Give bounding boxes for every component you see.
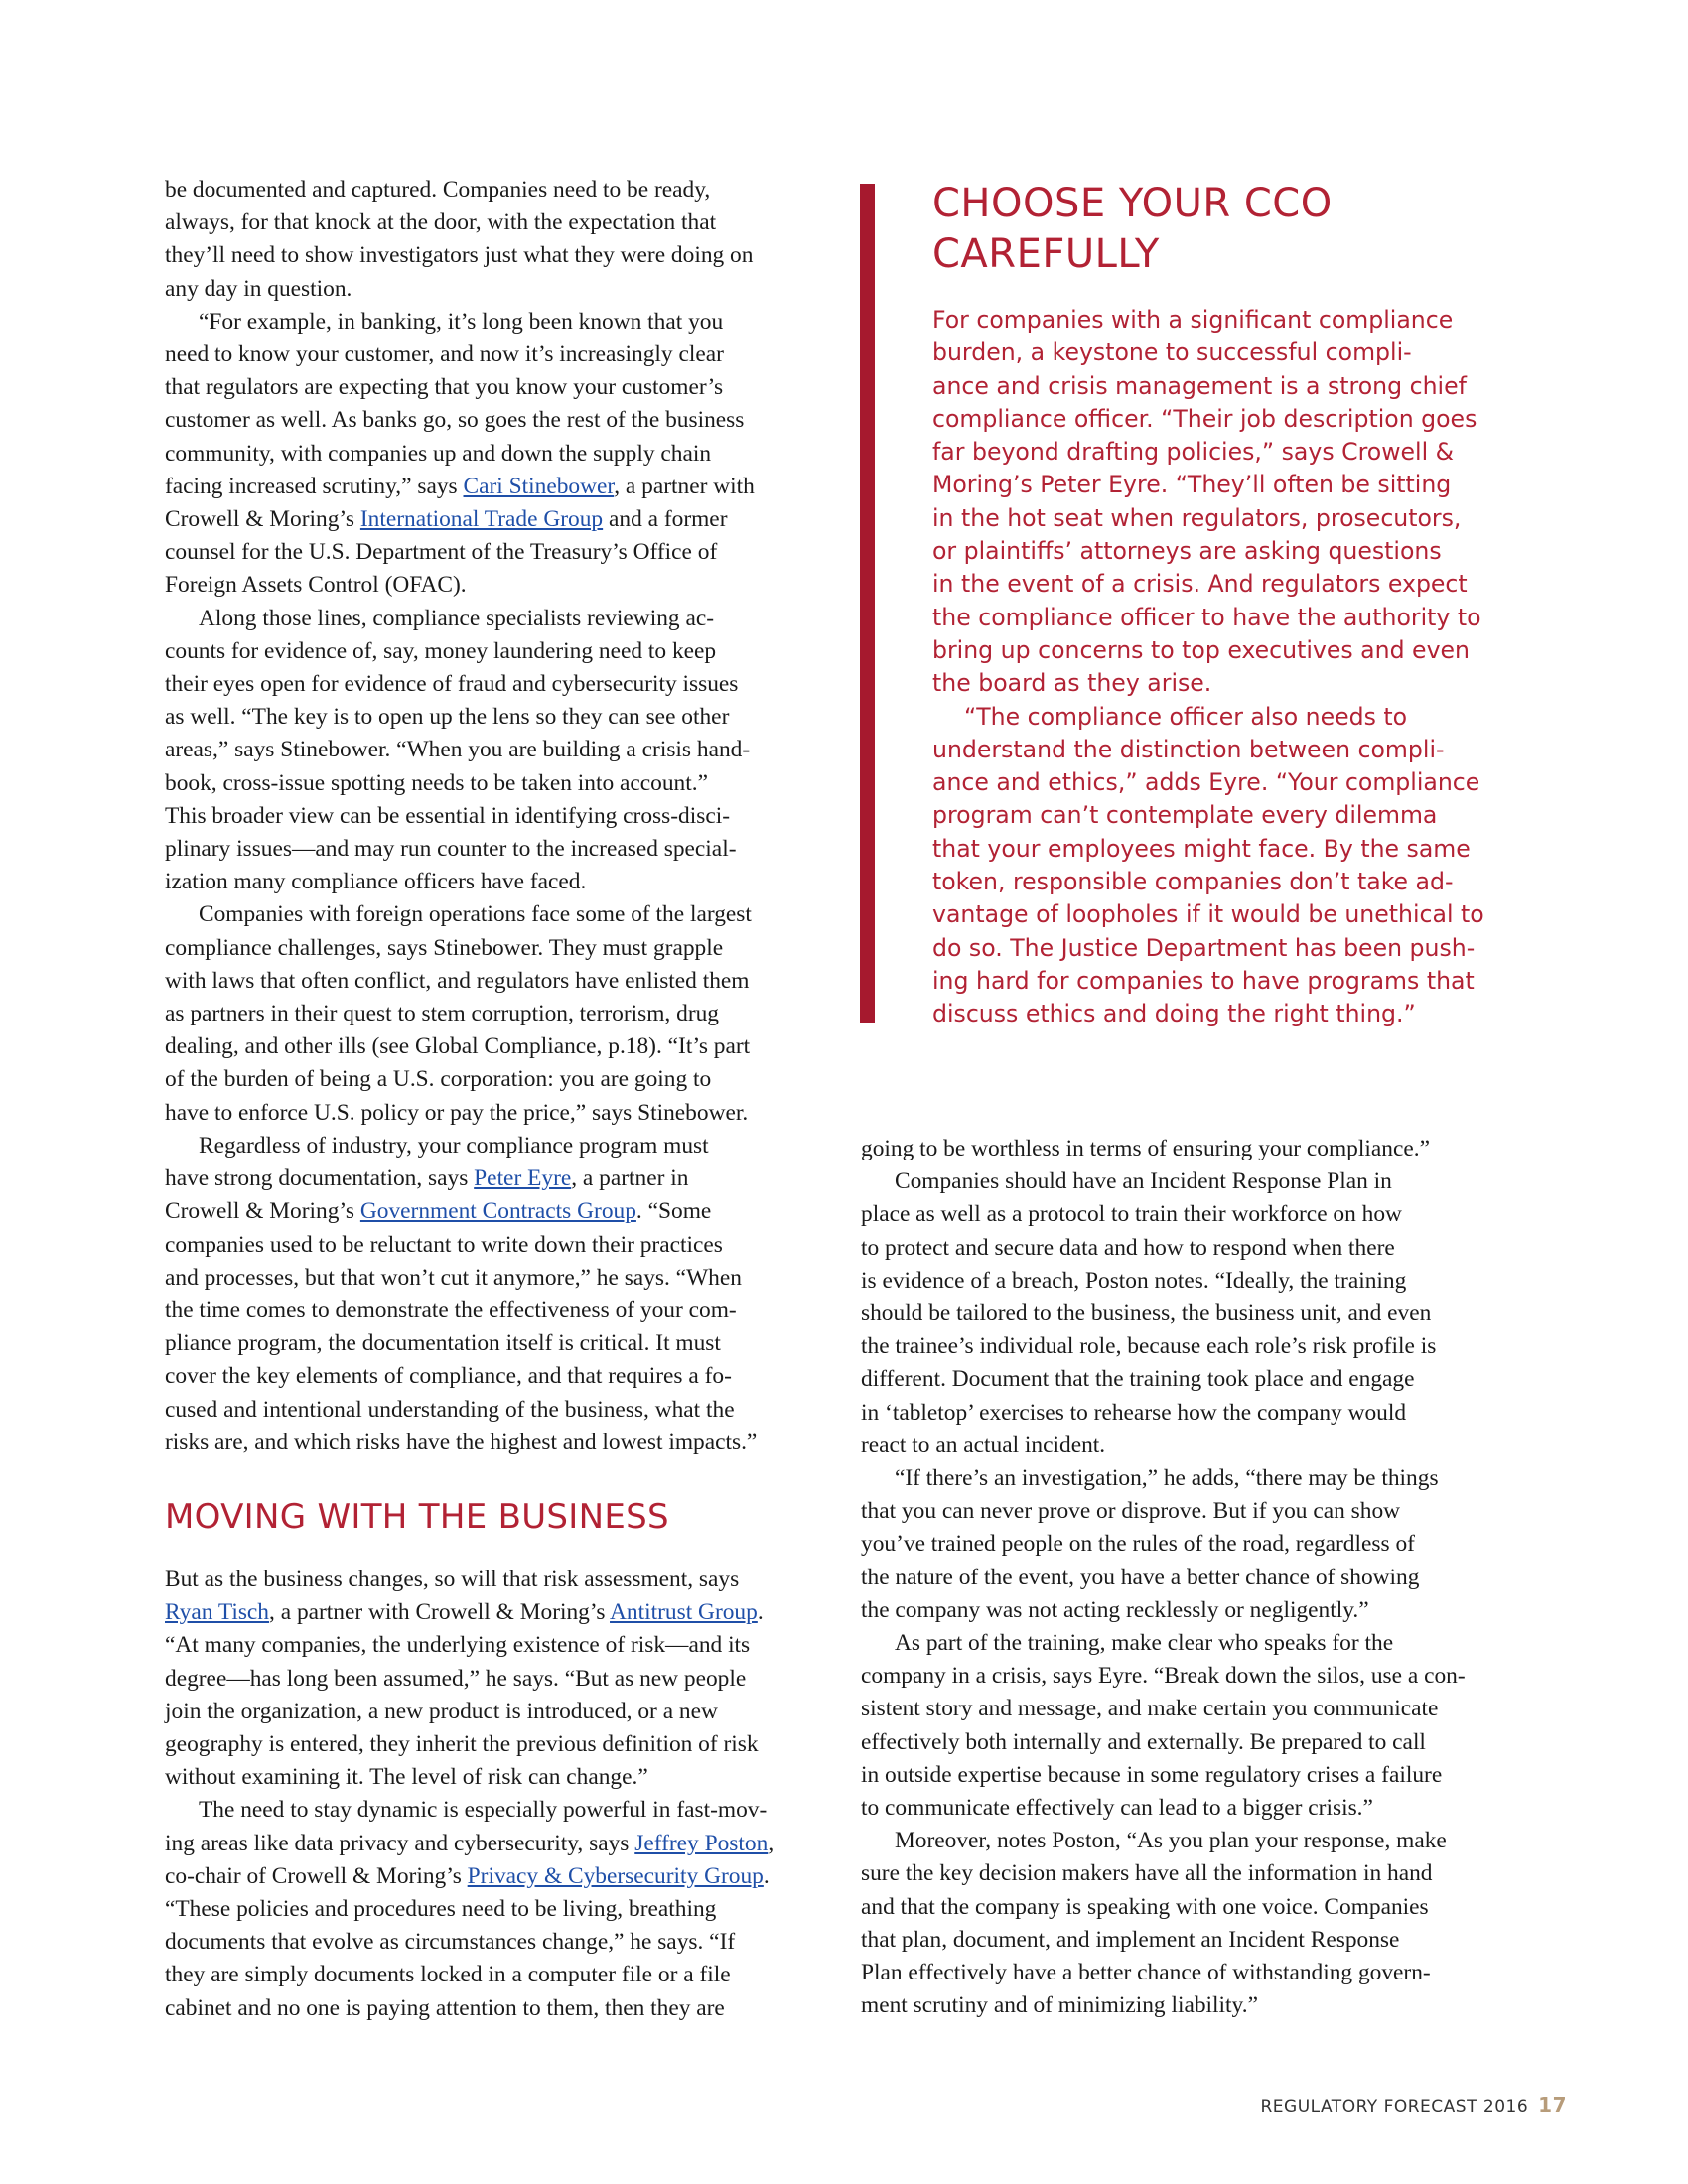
link-peter-eyre[interactable]: Peter Eyre [474, 1165, 572, 1192]
text-span: have strong documentation, says [165, 1165, 475, 1192]
text-line: Moreover, notes Poston, “As you plan your response, make [895, 1828, 1447, 1854]
text-line: effectively both internally and externally. Be prepared to call [861, 1728, 1426, 1755]
text-line: ance and ethics,” adds Eyre. “Your compliance [932, 768, 1480, 797]
text-line: discuss ethics and doing the right thing.” [932, 1000, 1416, 1028]
text-line: token, responsible companies don’t take ad- [932, 868, 1454, 896]
text-line: book, cross-issue spotting needs to be taken into account.” [165, 769, 708, 796]
text-line: going to be worthless in terms of ensuring your compliance.” [861, 1136, 1430, 1161]
text-span: facing increased scrutiny,” says [165, 473, 464, 499]
link-antitrust-group[interactable]: Antitrust Group [610, 1599, 758, 1626]
text-span: Crowell & Moring’s [165, 506, 360, 533]
text-line: community, with companies up and down the supply chain [165, 440, 712, 467]
text-line: Plan effectively have a better chance of withstanding govern- [861, 1960, 1431, 1986]
text-line [165, 1162, 830, 1195]
text-line: without examining it. The level of risk can change.” [165, 1764, 648, 1791]
text-line: that plan, document, and implement an Incident Response [861, 1926, 1400, 1953]
link-cari-stinebower[interactable]: Cari Stinebower [463, 473, 615, 499]
text-line: should be tailored to the business, the business unit, and even [861, 1300, 1432, 1327]
text-line: program can’t contemplate every dilemma [932, 801, 1438, 830]
text-line: “For example, in banking, it’s long been known that you [199, 308, 724, 335]
text-line: dealing, and other ills (see Global Compliance, p.18). “It’s part [165, 1033, 751, 1060]
sidebar-heading [932, 179, 1333, 280]
link-privacy-cybersecurity-group[interactable]: Privacy & Cybersecurity Group [467, 1862, 764, 1889]
text-line: their eyes open for evidence of fraud and cybersecurity issues [165, 671, 739, 698]
section-heading: MOVING WITH THE BUSINESS [165, 1497, 669, 1537]
text-line: place as well as a protocol to train their workforce on how [861, 1201, 1402, 1228]
paragraph [165, 306, 830, 603]
text-line: burden, a keystone to successful compli- [932, 339, 1412, 367]
text-span: , a partner with Crowell & Moring’s [269, 1599, 611, 1626]
page-number: 17 [1538, 2093, 1567, 2116]
text-line: react to an actual incident. [861, 1432, 1106, 1458]
text-line: cover the key elements of compliance, and that requires a fo- [165, 1363, 732, 1390]
text-line: “These policies and procedures need to be living, breathing [165, 1896, 717, 1923]
page-footer [1260, 2093, 1567, 2118]
text-line: areas,” says Stinebower. “When you are building a crisis hand- [165, 737, 751, 763]
text-line: documents that evolve as circumstances change,” he says. “If [165, 1929, 736, 1956]
text-line: the company was not acting recklessly or negligently.” [861, 1596, 1369, 1623]
text-line: the trainee’s individual role, because each role’s risk profile is [861, 1333, 1437, 1360]
text-span: co-chair of Crowell & Moring’s [165, 1862, 468, 1889]
text-line: or plaintiffs’ attorneys are asking questions [932, 537, 1442, 566]
text-line: Along those lines, compliance specialists reviewing ac- [199, 605, 714, 631]
text-span: Crowell & Moring’s [165, 1198, 360, 1225]
paragraph [165, 174, 830, 306]
text-line: they are simply documents locked in a computer file or a file [165, 1962, 731, 1988]
text-line: “If there’s an investigation,” he adds, “there may be things [895, 1465, 1439, 1492]
text-line: For companies with a significant compliance [932, 306, 1454, 334]
text-line: customer as well. As banks go, so goes the rest of the business [165, 407, 745, 434]
text-line: of the burden of being a U.S. corporation: you are going to [165, 1066, 712, 1093]
link-ryan-tisch[interactable]: Ryan Tisch [165, 1599, 270, 1626]
text-line: as partners in their quest to stem corruption, terrorism, drug [165, 1001, 719, 1027]
text-line: as well. “The key is to open up the lens so they can see other [165, 704, 730, 731]
text-line: ment scrutiny and of minimizing liability.” [861, 1992, 1258, 2019]
text-span: , a partner in [571, 1165, 689, 1192]
sidebar-heading-line: CAREFULLY [932, 231, 1160, 277]
text-line: be documented and captured. Companies need to be ready, [165, 177, 711, 203]
sidebar-paragraph [932, 701, 1484, 1031]
text-line: with laws that often conflict, and regulators have enlisted them [165, 967, 750, 994]
text-line: to communicate effectively can lead to a bigger crisis.” [861, 1795, 1373, 1822]
text-line: But as the business changes, so will that risk assessment, says [165, 1567, 740, 1592]
text-line: Regardless of industry, your compliance program must [199, 1132, 709, 1159]
text-line: they’ll need to show investigators just what they were doing on [165, 242, 754, 269]
text-line: and that the company is speaking with one voice. Companies [861, 1893, 1429, 1920]
paragraph [165, 603, 830, 899]
text-span: ing areas like data privacy and cybersecurity, says [165, 1830, 635, 1856]
sidebar-accent-bar [860, 184, 875, 1023]
text-line: “At many companies, the underlying existence of risk—and its [165, 1632, 751, 1659]
text-line: cused and intentional understanding of the business, what the [165, 1396, 735, 1423]
text-line: counts for evidence of, say, money laundering need to keep [165, 637, 717, 664]
link-international-trade-group[interactable]: International Trade Group [359, 506, 604, 533]
text-line: “The compliance officer also needs to [964, 702, 1408, 731]
text-line: in the event of a crisis. And regulators expect [932, 570, 1468, 599]
sidebar-heading-line: CHOOSE YOUR CCO [932, 181, 1333, 226]
text-line: is evidence of a breach, Poston notes. “Ideally, the training [861, 1267, 1407, 1294]
text-span: , [768, 1830, 774, 1856]
text-span: . “Some [635, 1198, 712, 1225]
text-line: that you can never prove or disprove. But if you can show [861, 1498, 1401, 1525]
text-line: bring up concerns to top executives and even [932, 635, 1471, 664]
text-line: the board as they arise. [932, 669, 1212, 698]
text-line: to protect and secure data and how to respond when there [861, 1234, 1395, 1261]
text-line [165, 503, 830, 536]
text-line: company in a crisis, says Eyre. “Break down the silos, use a con- [861, 1663, 1466, 1690]
text-line: in the hot seat when regulators, prosecutors, [932, 503, 1462, 532]
text-line: any day in question. [165, 275, 352, 302]
text-line: cabinet and no one is paying attention to them, then they are [165, 1994, 725, 2021]
text-line: that your employees might face. By the same [932, 834, 1471, 863]
text-line: sure the key decision makers have all the information in hand [861, 1860, 1433, 1887]
moving-section-body [165, 1564, 774, 2025]
publication-title: REGULATORY FORECAST 2016 [1260, 2097, 1529, 2116]
text-line: in ‘tabletop’ exercises to rehearse how the company would [861, 1399, 1407, 1426]
text-line: ization many compliance officers have faced. [165, 869, 587, 895]
text-line: Foreign Assets Control (OFAC). [165, 572, 467, 599]
text-line: have to enforce U.S. policy or pay the price,” says Stinebower. [165, 1099, 749, 1126]
text-line: different. Document that the training took place and engage [861, 1366, 1415, 1393]
text-line: Moring’s Peter Eyre. “They’ll often be sitting [932, 471, 1452, 499]
paragraph [165, 1564, 774, 1794]
text-line [165, 1860, 774, 1893]
text-line: Companies should have an Incident Response Plan in [895, 1168, 1392, 1195]
link-government-contracts-group[interactable]: Government Contracts Group [359, 1198, 636, 1225]
text-line: that regulators are expecting that you know your customer’s [165, 374, 724, 401]
text-line: do so. The Justice Department has been push- [932, 933, 1476, 962]
text-line: Companies with foreign operations face some of the largest [199, 901, 752, 928]
text-line: ance and crisis management is a strong chief [932, 371, 1467, 400]
text-line: geography is entered, they inherit the previous definition of risk [165, 1731, 759, 1758]
text-line: compliance officer. “Their job description goes [932, 404, 1477, 433]
text-line [165, 1828, 774, 1860]
text-line: and processes, but that won’t cut it anymore,” he says. “When [165, 1264, 742, 1291]
text-line: join the organization, a new product is introduced, or a new [165, 1698, 718, 1724]
text-line: in outside expertise because in some regulatory crises a failure [861, 1761, 1443, 1788]
text-line: the compliance officer to have the authority to [932, 603, 1481, 631]
left-column [165, 174, 830, 1459]
text-line: The need to stay dynamic is especially powerful in fast-mov- [199, 1797, 768, 1824]
text-line: degree—has long been assumed,” he says. “But as new people [165, 1665, 747, 1692]
text-line: always, for that knock at the door, with the expectation that [165, 209, 717, 236]
paragraph [165, 898, 830, 1129]
paragraph [861, 1133, 1526, 1165]
text-line: need to know your customer, and now it’s increasingly clear [165, 341, 724, 368]
paragraph [861, 1627, 1526, 1825]
text-line: pliance program, the documentation itself is critical. It must [165, 1330, 721, 1357]
text-span: and a former [603, 506, 728, 533]
sidebar-paragraph [932, 304, 1484, 701]
paragraph [861, 1825, 1526, 2022]
text-line: companies used to be reluctant to write down their practices [165, 1231, 723, 1258]
text-line: far beyond drafting policies,” says Crowell & [932, 438, 1455, 467]
text-line [165, 1195, 830, 1228]
text-line: sistent story and message, and make certain you communicate [861, 1696, 1439, 1722]
text-line: vantage of loopholes if it would be unethical to [932, 900, 1484, 929]
text-span: , a partner with [614, 473, 755, 499]
paragraph [165, 1794, 774, 2024]
text-span: . [757, 1599, 764, 1626]
text-line: compliance challenges, says Stinebower. They must grapple [165, 934, 724, 961]
right-column [861, 1133, 1526, 2022]
paragraph [861, 1462, 1526, 1627]
paragraph [165, 1130, 830, 1459]
text-line: risks are, and which risks have the highest and lowest impacts.” [165, 1429, 758, 1455]
text-line [165, 471, 830, 503]
text-line: you’ve trained people on the rules of the road, regardless of [861, 1531, 1415, 1558]
text-line: plinary issues—and may run counter to the increased special- [165, 836, 737, 863]
link-jeffrey-poston[interactable]: Jeffrey Poston [634, 1830, 769, 1856]
text-line: ing hard for companies to have programs that [932, 966, 1475, 995]
text-line: As part of the training, make clear who speaks for the [895, 1630, 1394, 1657]
text-line: understand the distinction between compli- [932, 735, 1445, 763]
paragraph [861, 1165, 1526, 1462]
text-line: This broader view can be essential in identifying cross-disci- [165, 802, 731, 829]
text-span: . [763, 1862, 770, 1889]
text-line: counsel for the U.S. Department of the Treasury’s Office of [165, 539, 718, 566]
text-line: the nature of the event, you have a better chance of showing [861, 1564, 1420, 1590]
sidebar-body [932, 304, 1484, 1031]
text-line: the time comes to demonstrate the effectiveness of your com- [165, 1297, 737, 1323]
text-line [165, 1596, 774, 1629]
